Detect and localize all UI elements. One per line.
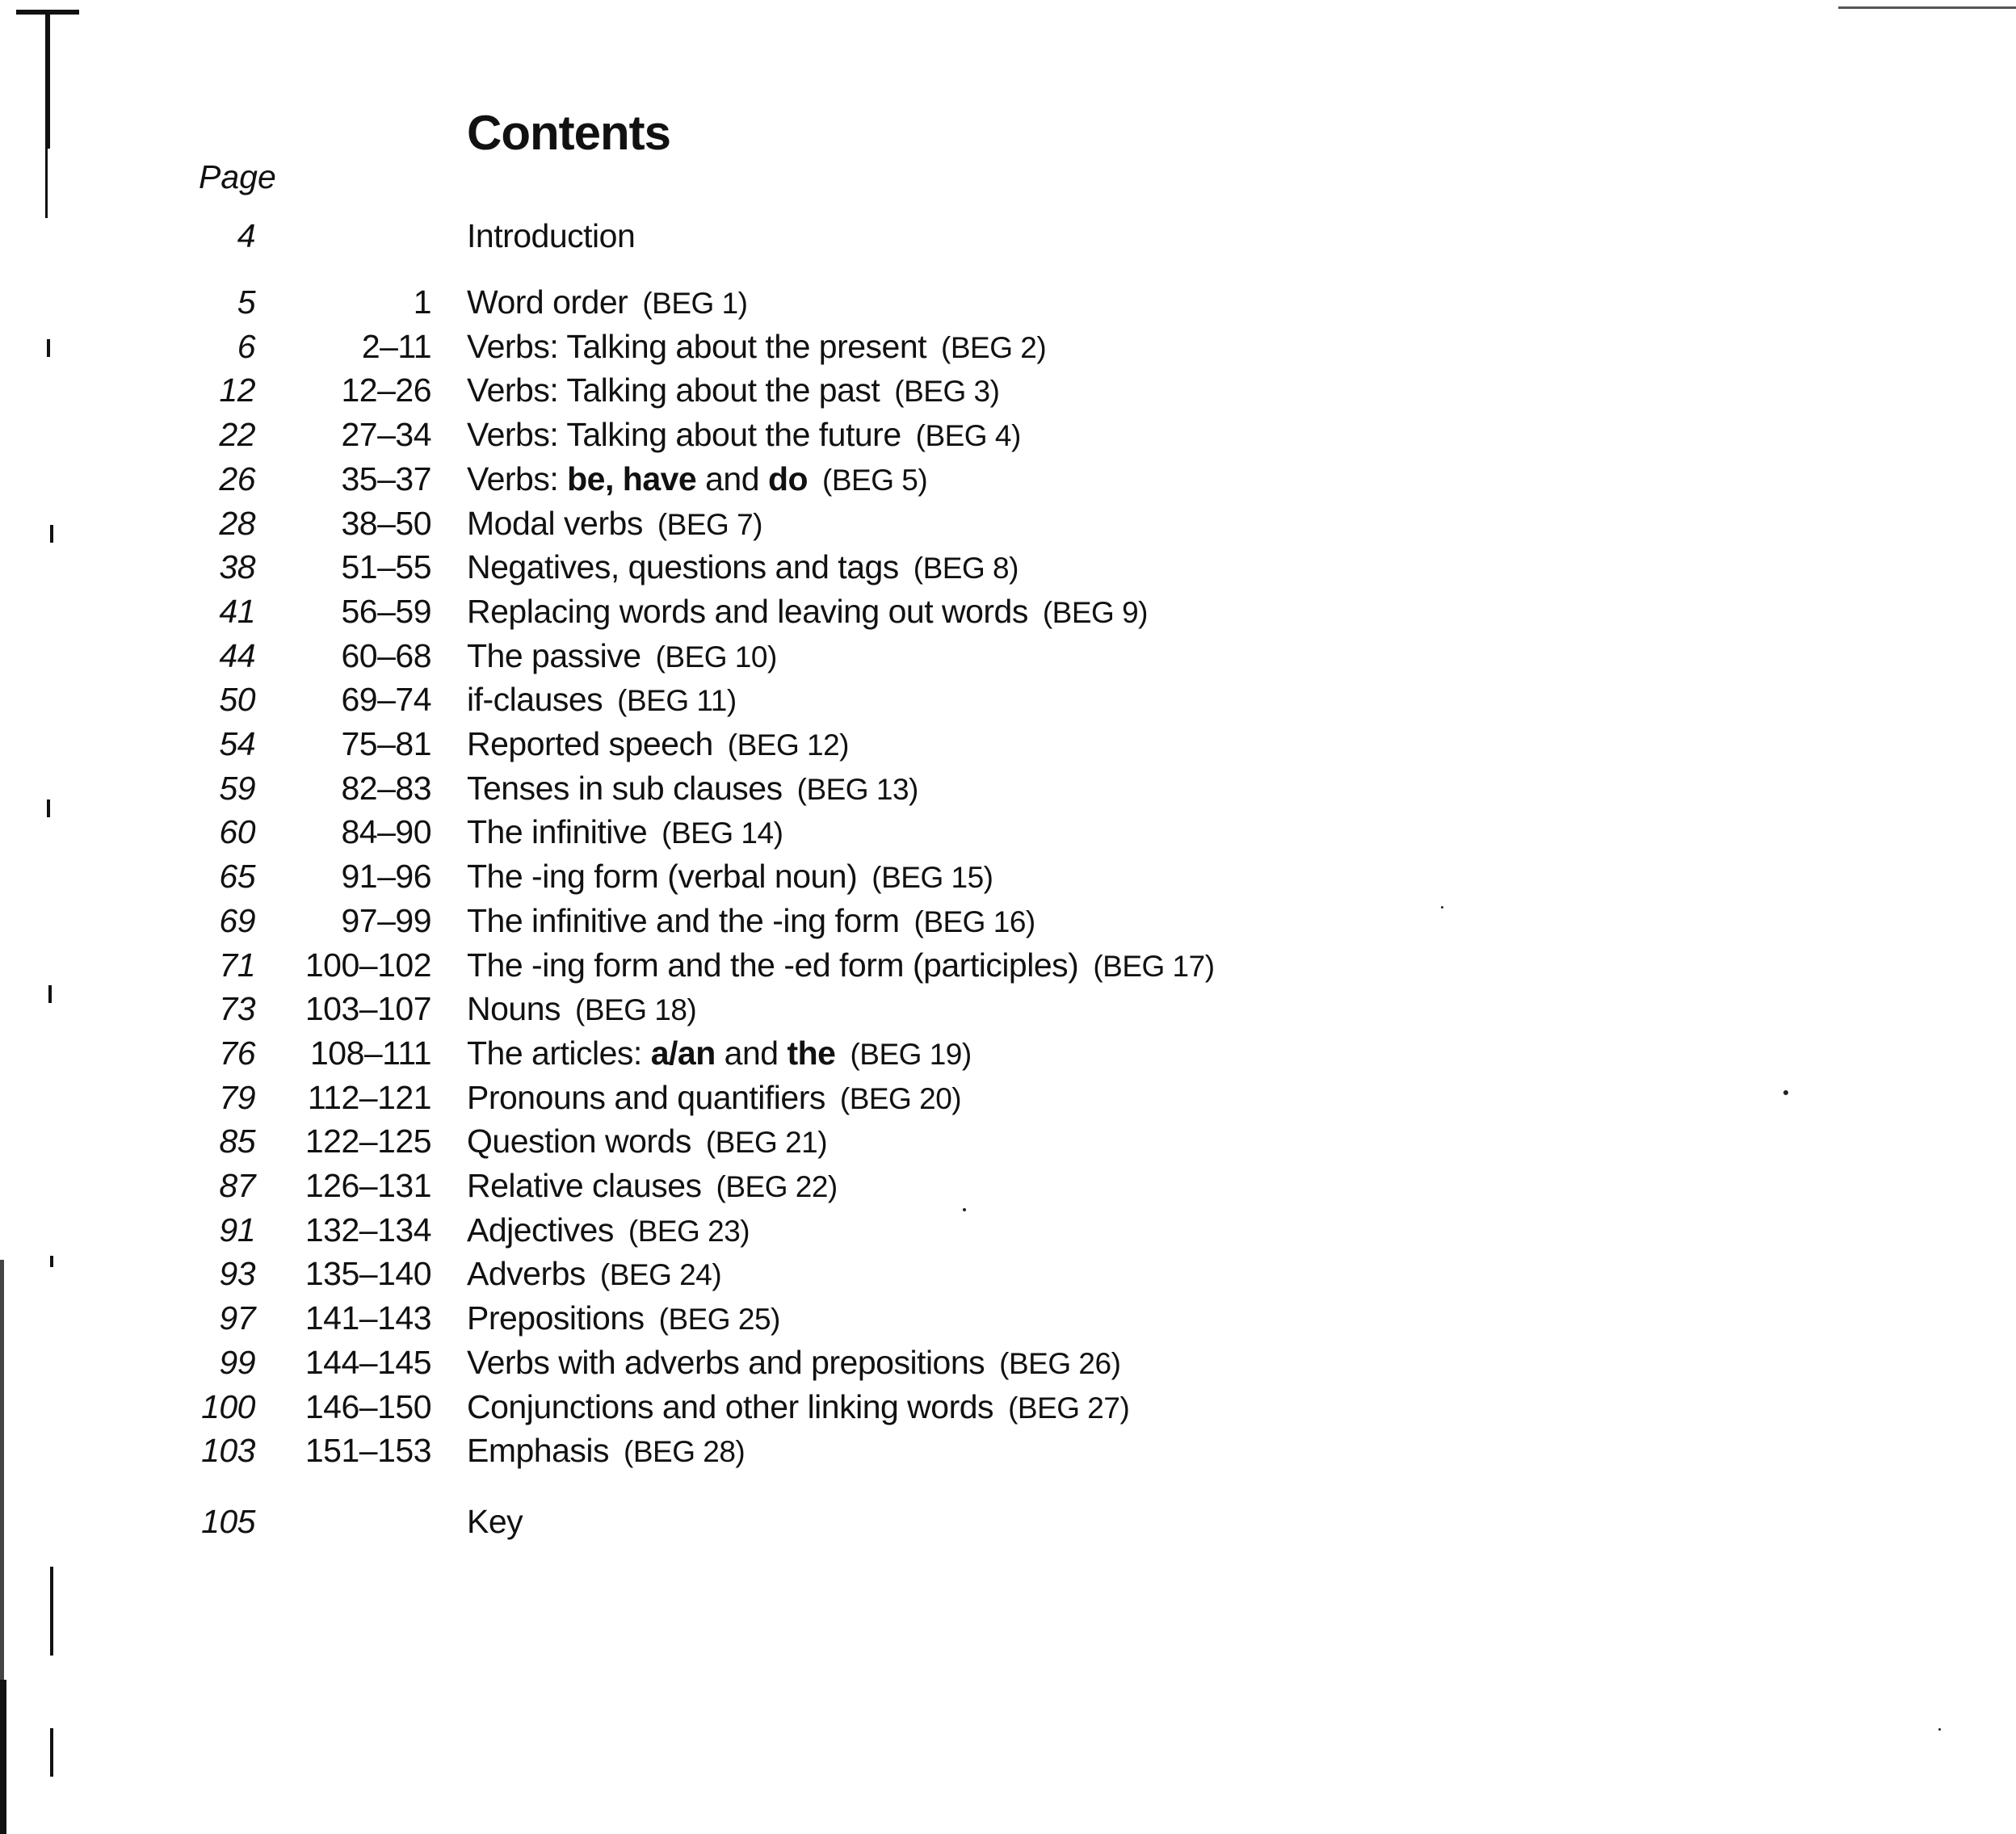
page-number: 91 [219, 1211, 255, 1249]
scan-speck [1938, 1728, 1941, 1731]
beg-reference: (BEG 21) [705, 1126, 828, 1159]
topic-keyword: , [604, 460, 623, 497]
page-number: 65 [219, 858, 255, 895]
section-range: 51–55 [341, 548, 431, 585]
section-range: 151–153 [304, 1432, 431, 1469]
topic-label [467, 1253, 721, 1296]
topic-label [467, 1076, 961, 1120]
topic-label [467, 900, 1035, 943]
page-number: 97 [219, 1299, 255, 1337]
topic-text: Modal verbs [467, 505, 643, 542]
page-column-heading: Page [199, 158, 276, 195]
page-number: 85 [219, 1123, 255, 1160]
topic-text: Verbs: Talking about the past [467, 371, 880, 409]
topic-text: The -ing form and the -ed form (participles) [467, 946, 1079, 984]
section-range: 2–11 [361, 328, 431, 365]
beg-reference: (BEG 8) [913, 552, 1018, 585]
topic-keyword: have [622, 460, 697, 497]
topic-text: Verbs: [467, 460, 568, 497]
topic-label [467, 369, 999, 413]
scan-mark [50, 525, 53, 543]
beg-reference: (BEG 17) [1093, 950, 1215, 983]
scan-speck [1441, 906, 1443, 909]
section-range: 82–83 [341, 770, 431, 807]
section-range: 126–131 [304, 1167, 431, 1204]
beg-reference: (BEG 25) [658, 1303, 780, 1336]
scan-mark [45, 121, 48, 218]
beg-reference: (BEG 23) [628, 1215, 750, 1248]
topic-text: and [715, 1035, 788, 1072]
beg-reference: (BEG 14) [662, 816, 783, 850]
topic-label [467, 767, 918, 811]
page-number: 12 [219, 371, 255, 409]
topic-text: The infinitive and the -ing form [467, 902, 900, 939]
topic-text: and [696, 460, 768, 497]
section-range: 38–50 [341, 505, 431, 542]
scan-speck [1783, 1090, 1788, 1095]
beg-reference: (BEG 19) [850, 1038, 972, 1071]
section-range: 122–125 [304, 1123, 431, 1160]
beg-reference: (BEG 26) [999, 1347, 1121, 1380]
page-number: 60 [219, 813, 255, 850]
beg-reference: (BEG 10) [655, 640, 777, 674]
scan-speck [963, 1208, 966, 1211]
topic-keyword: a/an [650, 1035, 716, 1072]
topic-text: The infinitive [467, 813, 648, 850]
section-range: 84–90 [341, 813, 431, 850]
topic-keyword: the [787, 1035, 836, 1072]
scan-mark [50, 1728, 53, 1777]
topic-text: Question words [467, 1123, 691, 1160]
topic-text: Verbs: Talking about the present [467, 328, 927, 365]
section-range: 12–26 [341, 371, 431, 409]
topic-text: Word order [467, 283, 628, 321]
topic-text: Verbs: Talking about the future [467, 416, 901, 453]
beg-reference: (BEG 11) [617, 684, 737, 717]
section-range: 141–143 [304, 1299, 431, 1337]
topic-text: Negatives, questions and tags [467, 548, 899, 585]
section-range: 60–68 [341, 637, 431, 674]
section-range: 27–34 [341, 416, 431, 453]
page-number: 5 [237, 283, 255, 321]
beg-reference: (BEG 24) [599, 1258, 722, 1291]
topic-text: Emphasis [467, 1432, 610, 1469]
topic-label [467, 590, 1148, 634]
section-range: 100–102 [304, 946, 431, 984]
beg-reference: (BEG 20) [839, 1082, 962, 1115]
section-range: 146–150 [304, 1388, 431, 1425]
topic-label [467, 678, 737, 722]
scan-mark [47, 799, 50, 817]
page-edge [0, 1680, 6, 1834]
topic-label [467, 855, 993, 899]
page-number: 103 [201, 1432, 255, 1469]
topic-text: Adjectives [467, 1211, 614, 1249]
page-number: 105 [201, 1503, 255, 1540]
topic-label [467, 1429, 745, 1473]
beg-reference: (BEG 15) [872, 861, 993, 894]
page-number: 100 [201, 1388, 255, 1425]
topic-text: Prepositions [467, 1299, 645, 1337]
page-title: Contents [467, 106, 670, 160]
topic-text: Conjunctions and other linking words [467, 1388, 994, 1425]
beg-reference: (BEG 22) [716, 1170, 838, 1203]
topic-label: Introduction [467, 217, 636, 254]
scan-mark [50, 1567, 53, 1656]
section-range: 108–111 [309, 1035, 431, 1072]
topic-text: Pronouns and quantifiers [467, 1079, 825, 1116]
beg-reference: (BEG 4) [915, 419, 1021, 452]
page-number: 71 [219, 946, 255, 984]
scan-mark [47, 339, 50, 357]
scan-mark [50, 1256, 53, 1267]
topic-label [467, 1120, 827, 1164]
beg-reference: (BEG 9) [1042, 596, 1148, 629]
section-range: 135–140 [304, 1255, 431, 1292]
section-range: 91–96 [341, 858, 431, 895]
section-range: 1 [413, 283, 431, 321]
topic-text: Nouns [467, 990, 561, 1027]
page-number: 44 [219, 637, 255, 674]
topic-label [467, 413, 1021, 457]
topic-label [467, 325, 1046, 369]
beg-reference: (BEG 1) [642, 287, 748, 320]
topic-text: Tenses in sub clauses [467, 770, 783, 807]
topic-text: The articles: [467, 1035, 651, 1072]
scan-line [1838, 6, 2016, 9]
section-range: 35–37 [341, 460, 431, 497]
scan-mark [48, 985, 52, 1003]
page-number: 6 [237, 328, 255, 365]
topic-label [467, 1209, 750, 1253]
beg-reference: (BEG 18) [575, 993, 697, 1026]
page-number: 54 [219, 725, 255, 762]
section-range: 112–121 [307, 1079, 431, 1116]
page-number: 99 [219, 1344, 255, 1381]
beg-reference: (BEG 3) [894, 375, 1000, 408]
topic-text: Adverbs [467, 1255, 586, 1292]
topic-text: if-clauses [467, 681, 603, 718]
topic-text: Reported speech [467, 725, 713, 762]
beg-reference: (BEG 16) [914, 905, 1035, 938]
beg-reference: (BEG 7) [657, 508, 762, 541]
page-number: 69 [219, 902, 255, 939]
topic-text: Relative clauses [467, 1167, 702, 1204]
beg-reference: (BEG 5) [822, 464, 928, 497]
section-range: 132–134 [304, 1211, 431, 1249]
topic-label [467, 1297, 780, 1341]
topic-label [467, 811, 783, 854]
topic-label [467, 1165, 838, 1208]
topic-text: The -ing form (verbal noun) [467, 858, 858, 895]
topic-text: Verbs with adverbs and prepositions [467, 1344, 985, 1381]
section-range: 56–59 [341, 593, 431, 630]
topic-label [467, 635, 777, 678]
topic-label [467, 281, 747, 325]
topic-label [467, 723, 849, 766]
topic-label [467, 988, 696, 1031]
page-number: 76 [219, 1035, 255, 1072]
page-number: 59 [219, 770, 255, 807]
topic-text: Replacing words and leaving out words [467, 593, 1028, 630]
page-number: 28 [219, 505, 255, 542]
topic-label [467, 1341, 1120, 1385]
topic-label: Key [467, 1503, 523, 1540]
beg-reference: (BEG 2) [941, 331, 1047, 364]
page-number: 22 [219, 416, 255, 453]
beg-reference: (BEG 12) [727, 728, 849, 762]
page-number: 41 [219, 593, 255, 630]
topic-label [467, 944, 1215, 988]
section-range: 103–107 [304, 990, 431, 1027]
section-range: 144–145 [304, 1344, 431, 1381]
page-number: 79 [219, 1079, 255, 1116]
page-number: 38 [219, 548, 255, 585]
beg-reference: (BEG 28) [624, 1435, 746, 1468]
topic-label [467, 546, 1018, 590]
section-range: 75–81 [341, 725, 431, 762]
topic-keyword: do [767, 460, 808, 497]
page-number: 73 [219, 990, 255, 1027]
topic-keyword: be [567, 460, 605, 497]
beg-reference: (BEG 27) [1008, 1391, 1130, 1425]
page-number: 26 [219, 460, 255, 497]
page-number: 50 [219, 681, 255, 718]
section-range: 69–74 [341, 681, 431, 718]
topic-label [467, 1386, 1129, 1429]
topic-label [467, 1032, 972, 1076]
section-range: 97–99 [341, 902, 431, 939]
page-number: 87 [219, 1167, 255, 1204]
topic-label [467, 458, 927, 502]
page-number: 93 [219, 1255, 255, 1292]
topic-label [467, 502, 762, 546]
page-number: 4 [237, 217, 255, 254]
beg-reference: (BEG 13) [796, 773, 918, 806]
topic-text: The passive [467, 637, 641, 674]
